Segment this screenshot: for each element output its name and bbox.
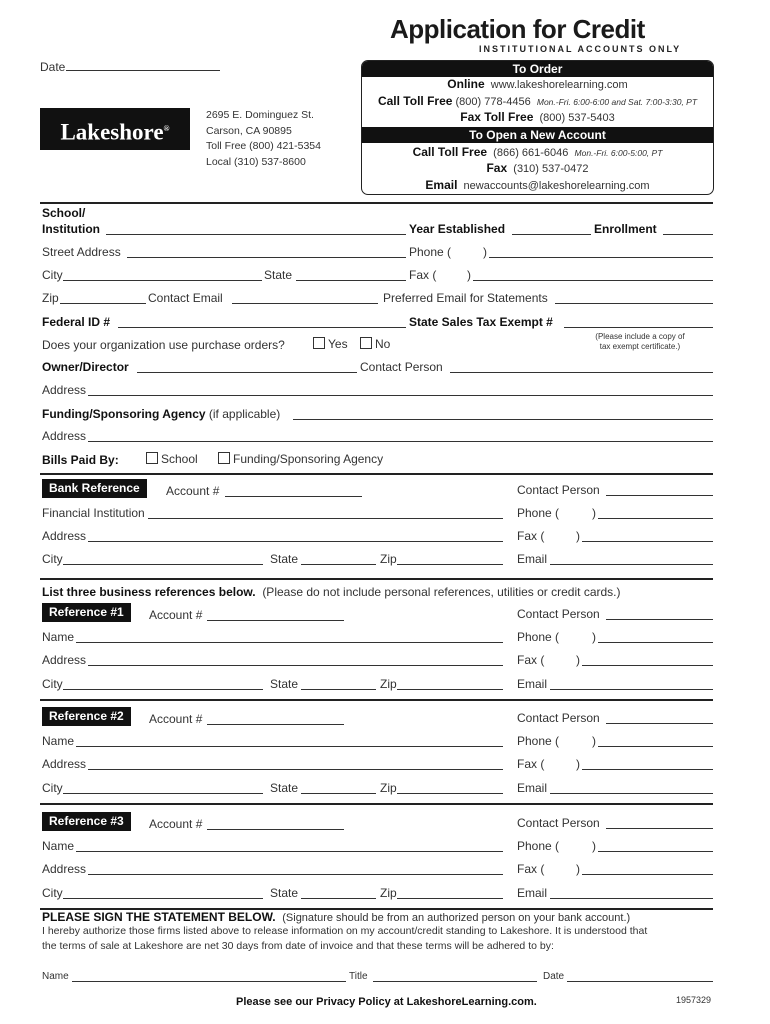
contact-email-field[interactable] [232,303,378,304]
ref-zip-field[interactable] [397,689,503,690]
bills-funding-option[interactable]: Funding/Sponsoring Agency [218,452,383,466]
ref-state-field[interactable] [301,689,376,690]
fax-field[interactable] [473,280,713,281]
sign-date-label: Date [543,971,565,982]
ref-state-label: State [270,886,299,900]
ref-name-field[interactable] [76,746,503,747]
sign-title-label: Title [349,971,368,982]
ref-contact-field[interactable] [606,828,713,829]
ref-zip-label: Zip [380,677,397,691]
ref-fax-field[interactable] [582,665,713,666]
bank-state-label: State [270,552,299,566]
ref-address-field[interactable] [88,769,503,770]
ref-name-field[interactable] [76,642,503,643]
po-no-option[interactable]: No [360,337,390,351]
ref-email-label: Email [517,886,548,900]
bank-zip-label: Zip [380,552,397,566]
ref-contact-label: Contact Person [517,607,600,621]
contact-email-label: Contact Email [148,291,223,305]
no-checkbox[interactable] [360,337,372,349]
sign-name-label: Name [42,971,69,982]
bank-account-label: Account # [166,484,220,498]
bills-paid-label: Bills Paid By: [42,453,119,467]
ref-address-label: Address [42,757,87,771]
reference-pill: Reference #1 [42,603,131,622]
po-yes-option[interactable]: Yes [313,337,348,351]
street-address-label: Street Address [42,245,121,259]
bills-school-option[interactable]: School [146,452,198,466]
city-field[interactable] [63,280,262,281]
ref-fax-label: Fax ( [517,757,545,771]
tax-exempt-note: (Please include a copy of tax exempt certificate.) [595,332,685,351]
funding-checkbox[interactable] [218,452,230,464]
city-label: City [42,268,63,282]
ref-zip-field[interactable] [397,898,503,899]
zip-label: Zip [42,291,59,305]
contact-person-label: Contact Person [360,360,443,374]
tax-exempt-label: State Sales Tax Exempt # [409,315,553,329]
lakeshore-logo: Lakeshore® [40,108,190,150]
ref-contact-label: Contact Person [517,711,600,725]
ref-address-field[interactable] [88,665,503,666]
ref-contact-field[interactable] [606,723,713,724]
bank-reference-pill: Bank Reference [42,479,147,498]
ref-fax-label: Fax ( [517,862,545,876]
funding-label: Funding/Sponsoring Agency (if applicable) [42,407,281,421]
owner-address-label: Address [42,383,87,397]
phone-field[interactable] [489,257,713,258]
zip-field[interactable] [60,303,146,304]
state-field[interactable] [296,280,406,281]
ref-name-field[interactable] [76,851,503,852]
page-title: Application for Credit [390,14,645,44]
phone-label: Phone ( [409,245,452,259]
ref-zip-label: Zip [380,781,397,795]
divider [40,803,713,805]
form-code: 1957329 [676,995,712,1005]
institution-label: Institution [42,222,100,236]
bank-city-field[interactable] [63,564,263,565]
ref-phone-field[interactable] [598,642,713,643]
bank-fax-label: Fax ( [517,529,545,543]
ref-address-field[interactable] [88,874,503,875]
divider [40,699,713,701]
bank-city-label: City [42,552,63,566]
preferred-email-field[interactable] [555,303,713,304]
sign-title-field[interactable] [373,981,537,982]
address-line-2: Carson, CA 90895 [206,124,292,137]
ref-city-label: City [42,886,63,900]
school-label: School/ [42,206,86,220]
sign-date-field[interactable] [567,981,713,982]
ref-city-field[interactable] [63,793,263,794]
tax-exempt-field[interactable] [564,327,713,328]
owner-director-label: Owner/Director [42,360,129,374]
ref-address-label: Address [42,862,87,876]
ref-fax-field[interactable] [582,874,713,875]
ref-phone-label: Phone ( [517,839,560,853]
divider [40,473,713,475]
ref-name-label: Name [42,630,75,644]
year-established-label: Year Established [409,222,506,236]
ref-city-field[interactable] [63,898,263,899]
owner-address-field[interactable] [88,395,713,396]
bank-zip-field[interactable] [397,564,503,565]
funding-address-label: Address [42,429,87,443]
bank-account-field[interactable] [225,496,362,497]
ref-account-field[interactable] [207,829,344,830]
order-info-box: To Order Online www.lakeshorelearning.com Call Toll Free (800) 778-4456 Mon.-Fri. 6:00-6:00 and Sat. 7:00-3:30, PT Fax Toll Free (800) 537-5403 To Open a New Account Call Toll Free (866) 661-6046 Mon.-Fri. 6:00-5:00, PT Fax (310) 537-0472 Email newaccounts@lakeshorelearning.com [361,60,714,195]
sign-name-field[interactable] [72,981,346,982]
ref-account-field[interactable] [207,620,344,621]
page-subtitle: INSTITUTIONAL ACCOUNTS ONLY [479,44,682,54]
ref-zip-label: Zip [380,886,397,900]
open-account-bar: To Open a New Account [362,127,713,143]
fax-label: Fax ( [409,268,437,282]
bank-email-field[interactable] [550,564,713,565]
sign-heading: PLEASE SIGN THE STATEMENT BELOW. (Signature should be from an authorized person on your bank account.) [42,910,631,924]
contact-person-field[interactable] [450,372,713,373]
ref-address-label: Address [42,653,87,667]
logo-text: Lakeshore [60,119,164,145]
ref-state-field[interactable] [301,793,376,794]
ref-account-field[interactable] [207,724,344,725]
ref-contact-field[interactable] [606,619,713,620]
federal-id-field[interactable] [118,327,406,328]
ref-city-label: City [42,781,63,795]
ref-phone-field[interactable] [598,746,713,747]
ref-account-label: Account # [149,608,203,622]
bank-state-field[interactable] [301,564,376,565]
ref-fax-label: Fax ( [517,653,545,667]
privacy-policy-link[interactable]: Please see our Privacy Policy at LakeshoreLearning.com. [236,996,537,1008]
ref-phone-field[interactable] [598,851,713,852]
reference-pill: Reference #3 [42,812,131,831]
bank-email-label: Email [517,552,548,566]
po-question: Does your organization use purchase orders? [42,338,285,352]
financial-institution-field[interactable] [148,518,503,519]
bank-address-field[interactable] [88,541,503,542]
date-field[interactable] [66,70,220,71]
ref-state-label: State [270,781,299,795]
ref-phone-label: Phone ( [517,630,560,644]
funding-field[interactable] [293,419,713,420]
company-address [206,108,321,170]
ref-email-label: Email [517,677,548,691]
ref-name-label: Name [42,734,75,748]
state-label: State [264,268,293,282]
owner-director-field[interactable] [137,372,357,373]
financial-institution-label: Financial Institution [42,506,145,520]
ref-email-field[interactable] [550,793,713,794]
ref-email-field[interactable] [550,898,713,899]
ref-email-field[interactable] [550,689,713,690]
ref-city-field[interactable] [63,689,263,690]
funding-address-field[interactable] [88,441,713,442]
address-line-1: 2695 E. Dominguez St. [206,109,314,121]
references-heading: List three business references below. (Please do not include personal references, utilities or credit cards.) [42,585,621,599]
institution-field[interactable] [106,234,406,235]
year-established-field[interactable] [512,234,591,235]
to-order-bar: To Order [362,61,713,77]
bank-contact-field[interactable] [606,495,713,496]
date-label: Date [40,60,66,74]
online-link[interactable]: www.lakeshorelearning.com [490,79,628,91]
bank-fax-field[interactable] [582,541,713,542]
reference-pill: Reference #2 [42,707,131,726]
preferred-email-label: Preferred Email for Statements [383,291,548,305]
ref-fax-field[interactable] [582,769,713,770]
school-checkbox[interactable] [146,452,158,464]
enrollment-field[interactable] [663,234,713,235]
bank-contact-label: Contact Person [517,483,600,497]
ref-state-field[interactable] [301,898,376,899]
yes-checkbox[interactable] [313,337,325,349]
ref-account-label: Account # [149,817,203,831]
ref-city-label: City [42,677,63,691]
ref-email-label: Email [517,781,548,795]
divider [40,202,713,204]
address-line-4: Local (310) 537-8600 [206,155,306,168]
enrollment-label: Enrollment [594,222,657,236]
ref-contact-label: Contact Person [517,816,600,830]
address-line-3: Toll Free (800) 421-5354 [206,140,321,152]
ref-state-label: State [270,677,299,691]
bank-phone-field[interactable] [598,518,713,519]
federal-id-label: Federal ID # [42,315,111,329]
bank-address-label: Address [42,529,87,543]
ref-zip-field[interactable] [397,793,503,794]
ref-account-label: Account # [149,712,203,726]
authorization-text: I hereby authorize those firms listed above to release information on my account/credit standing to Lakeshore. It is understood that the terms of sale at Lakeshore are net 30 days from date of invoice and that these terms will be adhered to by: [42,925,648,952]
ref-name-label: Name [42,839,75,853]
street-address-field[interactable] [127,257,406,258]
email-link[interactable]: newaccounts@lakeshorelearning.com [463,179,650,192]
divider [40,578,713,580]
ref-phone-label: Phone ( [517,734,560,748]
bank-phone-label: Phone ( [517,506,560,520]
